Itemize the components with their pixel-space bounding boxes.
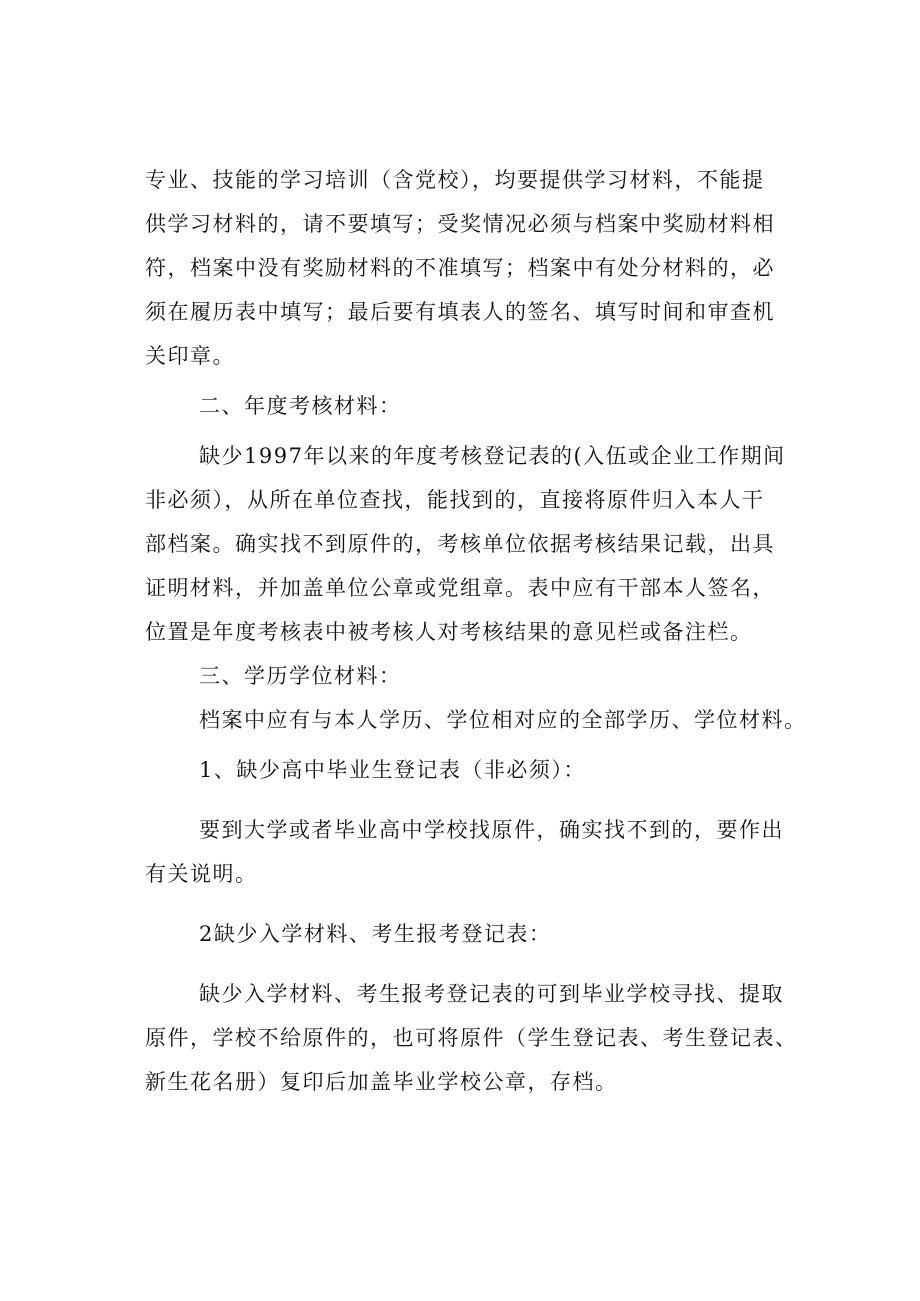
text-line: 证明材料，并加盖单位公章或党组章。表中应有干部本人签名， xyxy=(145,576,775,600)
text-line: 有关说明。 xyxy=(145,862,258,886)
document-body xyxy=(145,158,815,1104)
text-line: 非必须），从所在单位查找，能找到的，直接将原件归入本人干 xyxy=(145,488,765,512)
paragraph-annual-review xyxy=(145,434,815,654)
subheading-enrollment-materials: 2缺少入学材料、考生报考登记表： xyxy=(199,922,552,946)
text-line: 须在履历表中填写；最后要有填表人的签名、填写时间和审查机 xyxy=(145,300,775,324)
text-line: 新生花名册）复印后加盖毕业学校公章，存档。 xyxy=(145,1070,618,1094)
section-heading-annual-review: 二、年度考核材料： xyxy=(199,394,402,418)
paragraph-rules xyxy=(145,158,815,378)
text-line: 关印章。 xyxy=(145,344,235,368)
text-line: 缺少入学材料、考生报考登记表的可到毕业学校寻找、提取 xyxy=(199,982,784,1006)
text-line: 要到大学或者毕业高中学校找原件，确实找不到的，要作出 xyxy=(199,818,784,842)
text-line: 位置是年度考核表中被考核人对考核结果的意见栏或备注栏。 xyxy=(145,620,753,644)
paragraph-enrollment-materials xyxy=(145,972,815,1104)
paragraph-high-school-record xyxy=(145,808,815,896)
text-line: 专业、技能的学习培训（含党校），均要提供学习材料，不能提 xyxy=(145,168,765,192)
section-heading-education: 三、学历学位材料： xyxy=(199,664,402,688)
text-line: 供学习材料的，请不要填写；受奖情况必须与档案中奖励材料相 xyxy=(145,212,775,236)
text-line: 缺少1997年以来的年度考核登记表的(入伍或企业工作期间 xyxy=(199,444,786,468)
paragraph-education: 档案中应有与本人学历、学位相对应的全部学历、学位材料。 xyxy=(199,708,807,732)
text-line: 符，档案中没有奖励材料的不准填写；档案中有处分材料的，必 xyxy=(145,256,775,280)
subheading-high-school-record: 1、缺少高中毕业生登记表（非必须）： xyxy=(199,758,586,782)
text-line: 部档案。确实找不到原件的，考核单位依据考核结果记载，出具 xyxy=(145,532,775,556)
text-line: 原件，学校不给原件的，也可将原件（学生登记表、考生登记表、 xyxy=(145,1026,798,1050)
